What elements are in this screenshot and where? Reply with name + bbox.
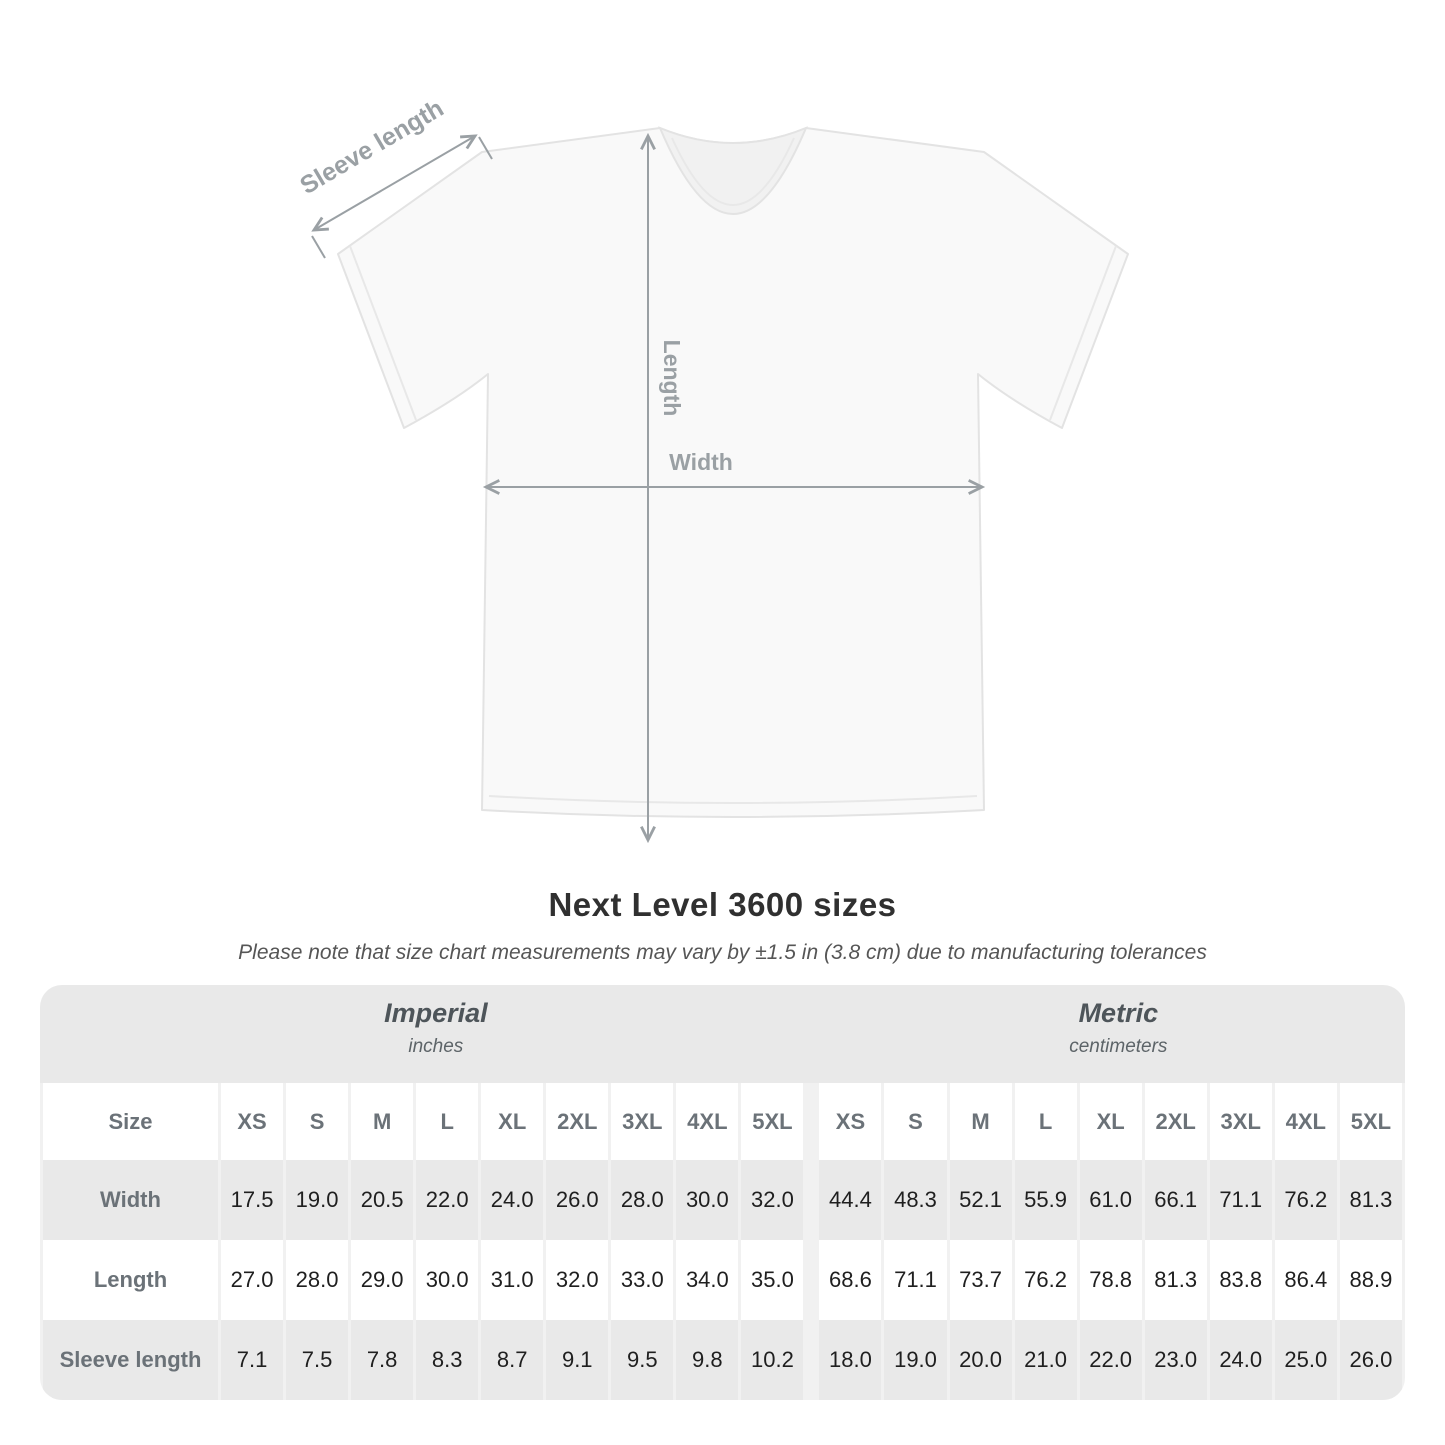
imperial-title: Imperial — [384, 998, 488, 1028]
size-col-imperial: XL — [481, 1083, 543, 1160]
width-imperial-value: 17.5 — [221, 1160, 283, 1240]
length-imperial-value: 28.0 — [286, 1240, 348, 1320]
row-label: Length — [43, 1240, 218, 1320]
tolerance-note: Please note that size chart measurements may vary by ±1.5 in (3.8 cm) due to manufacturing tolerances — [238, 941, 1207, 964]
size-col-metric: M — [950, 1083, 1012, 1160]
width-imperial-value: 19.0 — [286, 1160, 348, 1240]
size-col-metric: XS — [819, 1083, 881, 1160]
sleeve-imperial-value: 10.2 — [741, 1320, 803, 1400]
sleeve-imperial-value: 8.7 — [481, 1320, 543, 1400]
sleeve-length-label: Sleeve length — [295, 94, 449, 201]
size-col-imperial: XS — [221, 1083, 283, 1160]
metric-header — [832, 985, 1405, 1083]
length-metric-value: 78.8 — [1080, 1240, 1142, 1320]
width-metric-value: 44.4 — [819, 1160, 881, 1240]
width-metric-value: 55.9 — [1015, 1160, 1077, 1240]
metric-title: Metric — [1078, 998, 1159, 1028]
unit-divider — [806, 1160, 816, 1240]
length-imperial-value: 30.0 — [416, 1240, 478, 1320]
width-metric-value: 66.1 — [1145, 1160, 1207, 1240]
sleeve-extension-tick-bottom — [312, 236, 325, 258]
width-imperial-value: 32.0 — [741, 1160, 803, 1240]
length-metric-value: 88.9 — [1340, 1240, 1402, 1320]
length-imperial-value: 33.0 — [611, 1240, 673, 1320]
size-col-metric: 5XL — [1340, 1083, 1402, 1160]
page-title: Next Level 3600 sizes — [548, 886, 897, 923]
length-imperial-value: 27.0 — [221, 1240, 283, 1320]
sleeve-metric-value: 22.0 — [1080, 1320, 1142, 1400]
row-label: Sleeve length — [43, 1320, 218, 1400]
sleeve-imperial-value: 9.5 — [611, 1320, 673, 1400]
width-label: Width — [669, 449, 733, 475]
size-col-imperial: M — [351, 1083, 413, 1160]
size-col-imperial: 5XL — [741, 1083, 803, 1160]
size-col-imperial: L — [416, 1083, 478, 1160]
sleeve-imperial-value: 7.5 — [286, 1320, 348, 1400]
table-row-width — [43, 1160, 1402, 1240]
imperial-header — [40, 985, 832, 1083]
sleeve-imperial-value: 9.8 — [676, 1320, 738, 1400]
width-metric-value: 48.3 — [884, 1160, 946, 1240]
sleeve-imperial-value: 9.1 — [546, 1320, 608, 1400]
size-col-metric: L — [1015, 1083, 1077, 1160]
size-col-metric: 4XL — [1275, 1083, 1337, 1160]
length-label: Length — [659, 339, 685, 417]
size-col-metric: 2XL — [1145, 1083, 1207, 1160]
sleeve-metric-value: 21.0 — [1015, 1320, 1077, 1400]
sleeve-metric-value: 25.0 — [1275, 1320, 1337, 1400]
sleeve-metric-value: 26.0 — [1340, 1320, 1402, 1400]
size-col-metric: XL — [1080, 1083, 1142, 1160]
row-label: Width — [43, 1160, 218, 1240]
length-metric-value: 86.4 — [1275, 1240, 1337, 1320]
length-imperial-value: 29.0 — [351, 1240, 413, 1320]
size-col-metric: S — [884, 1083, 946, 1160]
sleeve-metric-value: 18.0 — [819, 1320, 881, 1400]
length-metric-value: 71.1 — [884, 1240, 946, 1320]
unit-divider — [806, 1083, 816, 1160]
size-col-imperial: 3XL — [611, 1083, 673, 1160]
length-metric-value: 81.3 — [1145, 1240, 1207, 1320]
length-metric-value: 73.7 — [950, 1240, 1012, 1320]
sleeve-imperial-value: 7.1 — [221, 1320, 283, 1400]
length-imperial-value: 31.0 — [481, 1240, 543, 1320]
sleeve-imperial-value: 7.8 — [351, 1320, 413, 1400]
size-col-imperial: S — [286, 1083, 348, 1160]
size-col-imperial: 2XL — [546, 1083, 608, 1160]
length-imperial-value: 35.0 — [741, 1240, 803, 1320]
sleeve-metric-value: 19.0 — [884, 1320, 946, 1400]
width-imperial-value: 30.0 — [676, 1160, 738, 1240]
size-col-metric: 3XL — [1210, 1083, 1272, 1160]
width-metric-value: 76.2 — [1275, 1160, 1337, 1240]
size-table — [40, 985, 1405, 1400]
width-imperial-value: 28.0 — [611, 1160, 673, 1240]
length-metric-value: 76.2 — [1015, 1240, 1077, 1320]
width-metric-value: 61.0 — [1080, 1160, 1142, 1240]
size-col-imperial: 4XL — [676, 1083, 738, 1160]
table-row-length — [43, 1240, 1402, 1320]
length-imperial-value: 32.0 — [546, 1240, 608, 1320]
size-header-row — [43, 1083, 1402, 1160]
metric-unit: centimeters — [1069, 1036, 1168, 1057]
length-metric-value: 83.8 — [1210, 1240, 1272, 1320]
width-imperial-value: 20.5 — [351, 1160, 413, 1240]
imperial-unit: inches — [408, 1036, 464, 1057]
sleeve-metric-value: 23.0 — [1145, 1320, 1207, 1400]
length-imperial-value: 34.0 — [676, 1240, 738, 1320]
unit-divider — [806, 1320, 816, 1400]
measurements-table — [40, 1083, 1405, 1400]
table-row-sleeve-length — [43, 1320, 1402, 1400]
sleeve-metric-value: 24.0 — [1210, 1320, 1272, 1400]
width-imperial-value: 26.0 — [546, 1160, 608, 1240]
size-header: Size — [43, 1083, 218, 1160]
unit-band — [40, 985, 1405, 1083]
length-metric-value: 68.6 — [819, 1240, 881, 1320]
width-metric-value: 81.3 — [1340, 1160, 1402, 1240]
sleeve-imperial-value: 8.3 — [416, 1320, 478, 1400]
tshirt-outline — [338, 128, 1128, 817]
width-imperial-value: 24.0 — [481, 1160, 543, 1240]
sleeve-metric-value: 20.0 — [950, 1320, 1012, 1400]
width-imperial-value: 22.0 — [416, 1160, 478, 1240]
width-metric-value: 52.1 — [950, 1160, 1012, 1240]
width-metric-value: 71.1 — [1210, 1160, 1272, 1240]
unit-divider — [806, 1240, 816, 1320]
